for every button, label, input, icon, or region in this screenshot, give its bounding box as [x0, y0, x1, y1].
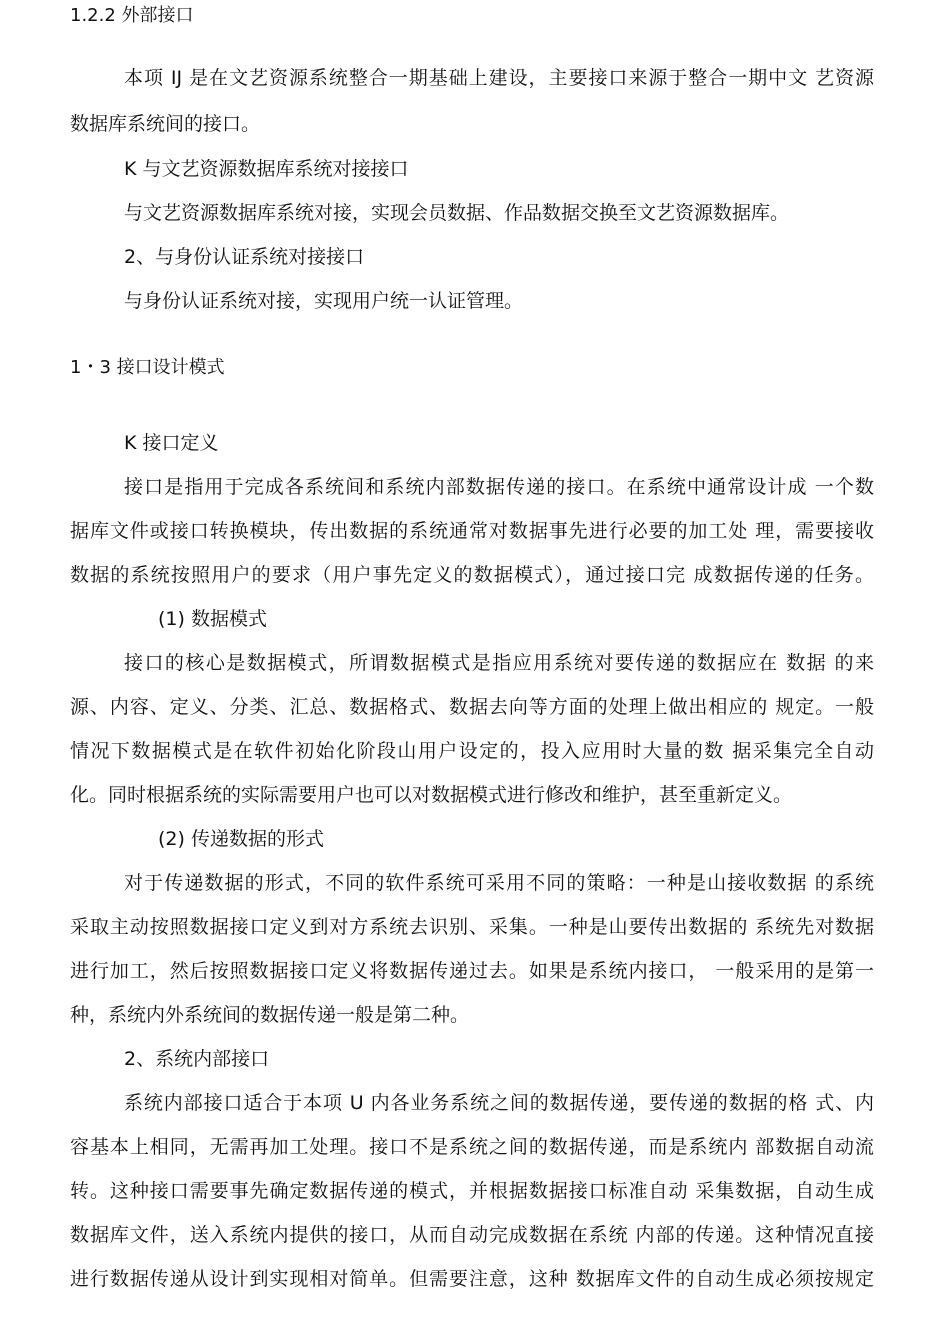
paragraph-line: 化。同时根据系统的实际需要用户也可以对数据模式进行修改和维护，甚至重新定义。	[70, 784, 793, 806]
paragraph-line: 进行数据传递从设计到实现相对简单。但需要注意，这种 数据库文件的自动生成必须按规定	[70, 1268, 874, 1290]
paragraph-line: 本项 IJ 是在文艺资源系统整合一期基础上建设，主要接口来源于整合一期中文 艺资源	[124, 67, 874, 89]
paragraph-line: 种，系统内外系统间的数据传递一般是第二种。	[70, 1004, 470, 1026]
paragraph-line: 数据库系统间的接口。	[70, 113, 261, 135]
subsection-title: (2) 传递数据的形式	[158, 828, 324, 850]
paragraph-line: 数据库文件，送入系统内提供的接口，从而自动完成数据在系统 内部的传递。这种情况直接	[70, 1224, 874, 1246]
paragraph-line: 容基本上相同，无需再加工处理。接口不是系统之间的数据传递，而是系统内 部数据自动流	[70, 1136, 874, 1158]
paragraph-line: 接口的核心是数据模式，所谓数据模式是指应用系统对要传递的数据应在 数据 的来	[124, 652, 874, 674]
subsection-title: 2、系统内部接口	[124, 1048, 270, 1070]
paragraph-line: 源、内容、定义、分类、汇总、数据格式、数据去向等方面的处理上做出相应的 规定。一般	[70, 696, 874, 718]
paragraph-line: 进行加工，然后按照数据接口定义将数据传递过去。如果是系统内接口， 一般采用的是第一	[70, 960, 874, 982]
list-item-description: 与身份认证系统对接，实现用户统一认证管理。	[124, 290, 524, 312]
paragraph-line: 数据的系统按照用户的要求（用户事先定义的数据模式），通过接口完 成数据传递的任务。	[70, 564, 874, 586]
paragraph-line: 据库文件或接口转换模块，传出数据的系统通常对数据事先进行必要的加工处 理，需要接收	[70, 520, 874, 542]
paragraph-line: 情况下数据模式是在软件初始化阶段山用户设定的，投入应用时大量的数 据采集完全自动	[70, 740, 874, 762]
list-item-description: 与文艺资源数据库系统对接，实现会员数据、作品数据交换至文艺资源数据库。	[124, 202, 790, 224]
paragraph-line: 对于传递数据的形式，不同的软件系统可采用不同的策略：一种是山接收数据 的系统	[124, 872, 874, 894]
paragraph-line: 接口是指用于完成各系统间和系统内部数据传递的接口。在系统中通常设计成 一个数	[124, 476, 874, 498]
subsection-title: (1) 数据模式	[158, 608, 267, 630]
paragraph-line: 转。这种接口需要事先确定数据传递的模式，并根据数据接口标准自动 采集数据，自动生成	[70, 1180, 874, 1202]
paragraph-line: 系统内部接口适合于本项 U 内各业务系统之间的数据传递，要传递的数据的格 式、内	[124, 1092, 874, 1114]
section-heading-1-3: 1・3 接口设计模式	[70, 357, 225, 378]
list-item-title: 2、与身份认证系统对接接口	[124, 246, 365, 268]
paragraph-line: 采取主动按照数据接口定义到对方系统去识别、采集。一种是山要传出数据的 系统先对数据	[70, 916, 874, 938]
subsection-title: K 接口定义	[124, 432, 219, 454]
list-item-title: K 与文艺资源数据库系统对接接口	[124, 158, 409, 180]
section-heading-1-2-2: 1.2.2 外部接口	[70, 5, 194, 26]
